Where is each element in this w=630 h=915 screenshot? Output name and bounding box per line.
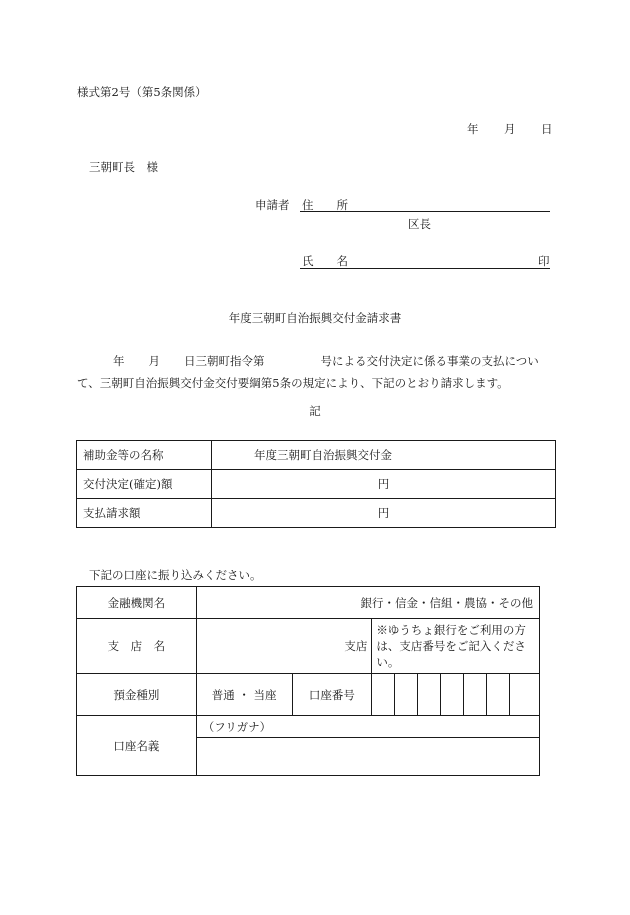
table-row <box>77 716 540 738</box>
account-number-label: 口座番号 <box>292 674 372 716</box>
decided-amount-value[interactable]: 円 <box>212 470 556 499</box>
furigana-field[interactable]: （フリガナ） <box>196 716 539 738</box>
body-line-2: て、三朝町自治振興交付金交付要綱第5条の規定により、下記のとおり請求します。 <box>77 376 509 390</box>
payment-request-value[interactable]: 円 <box>212 499 556 528</box>
account-digit-7[interactable] <box>509 674 539 716</box>
body-year: 年 <box>113 354 125 368</box>
account-digit-5[interactable] <box>464 674 487 716</box>
decided-amount-label: 交付決定(確定)額 <box>77 470 212 499</box>
payment-request-label: 支払請求額 <box>77 499 212 528</box>
address-label: 住 所 <box>302 198 348 212</box>
body-paragraph <box>77 350 552 394</box>
subsidy-name-label: 補助金等の名称 <box>77 441 212 470</box>
district-head-label: 区長 <box>408 217 431 231</box>
table-row <box>77 587 540 619</box>
table-row <box>77 499 556 528</box>
branch-suffix[interactable]: 支店 <box>196 619 372 674</box>
address-underline <box>300 211 550 212</box>
yucho-note: ※ゆうちょ銀行をご利用の方は、支店番号をご記入ください。 <box>372 619 540 674</box>
account-digit-3[interactable] <box>418 674 441 716</box>
subsidy-name-value[interactable]: 年度三朝町自治振興交付金 <box>212 441 556 470</box>
account-type-options[interactable]: 普通 ・ 当座 <box>196 674 292 716</box>
account-type-label: 預金種別 <box>77 674 197 716</box>
name-underline <box>300 268 550 269</box>
seal-label: 印 <box>538 254 550 268</box>
date-year-label: 年 <box>467 122 479 136</box>
account-digit-4[interactable] <box>441 674 464 716</box>
table-row <box>77 441 556 470</box>
document-title: 年度三朝町自治振興交付金請求書 <box>228 311 402 325</box>
summary-table <box>76 440 556 528</box>
institution-options[interactable]: 銀行・信金・信組・農協・その他 <box>196 587 539 619</box>
account-digit-6[interactable] <box>487 674 510 716</box>
date-month-label: 月 <box>504 122 516 136</box>
form-number: 様式第2号（第5条関係） <box>77 85 207 99</box>
date-day-label: 日 <box>541 122 553 136</box>
body-month: 月 <box>148 354 160 368</box>
account-digit-1[interactable] <box>372 674 395 716</box>
applicant-label: 申請者 <box>255 198 290 212</box>
institution-label: 金融機関名 <box>77 587 197 619</box>
branch-label: 支 店 名 <box>77 619 197 674</box>
account-holder-label: 口座名義 <box>77 716 197 776</box>
body-day-text: 日三朝町指令第 <box>184 354 265 368</box>
addressee: 三朝町長 様 <box>89 160 158 174</box>
bank-intro: 下記の口座に振り込みください。 <box>89 568 262 582</box>
table-row <box>77 674 540 716</box>
account-holder-field[interactable] <box>196 738 539 776</box>
name-label: 氏 名 <box>302 254 348 268</box>
account-digit-2[interactable] <box>395 674 418 716</box>
table-row <box>77 470 556 499</box>
table-row <box>77 619 540 674</box>
ki-label: 記 <box>309 404 321 418</box>
body-number-suffix: 号による交付決定に係る事業の支払につい <box>320 354 539 368</box>
bank-table <box>76 586 540 776</box>
